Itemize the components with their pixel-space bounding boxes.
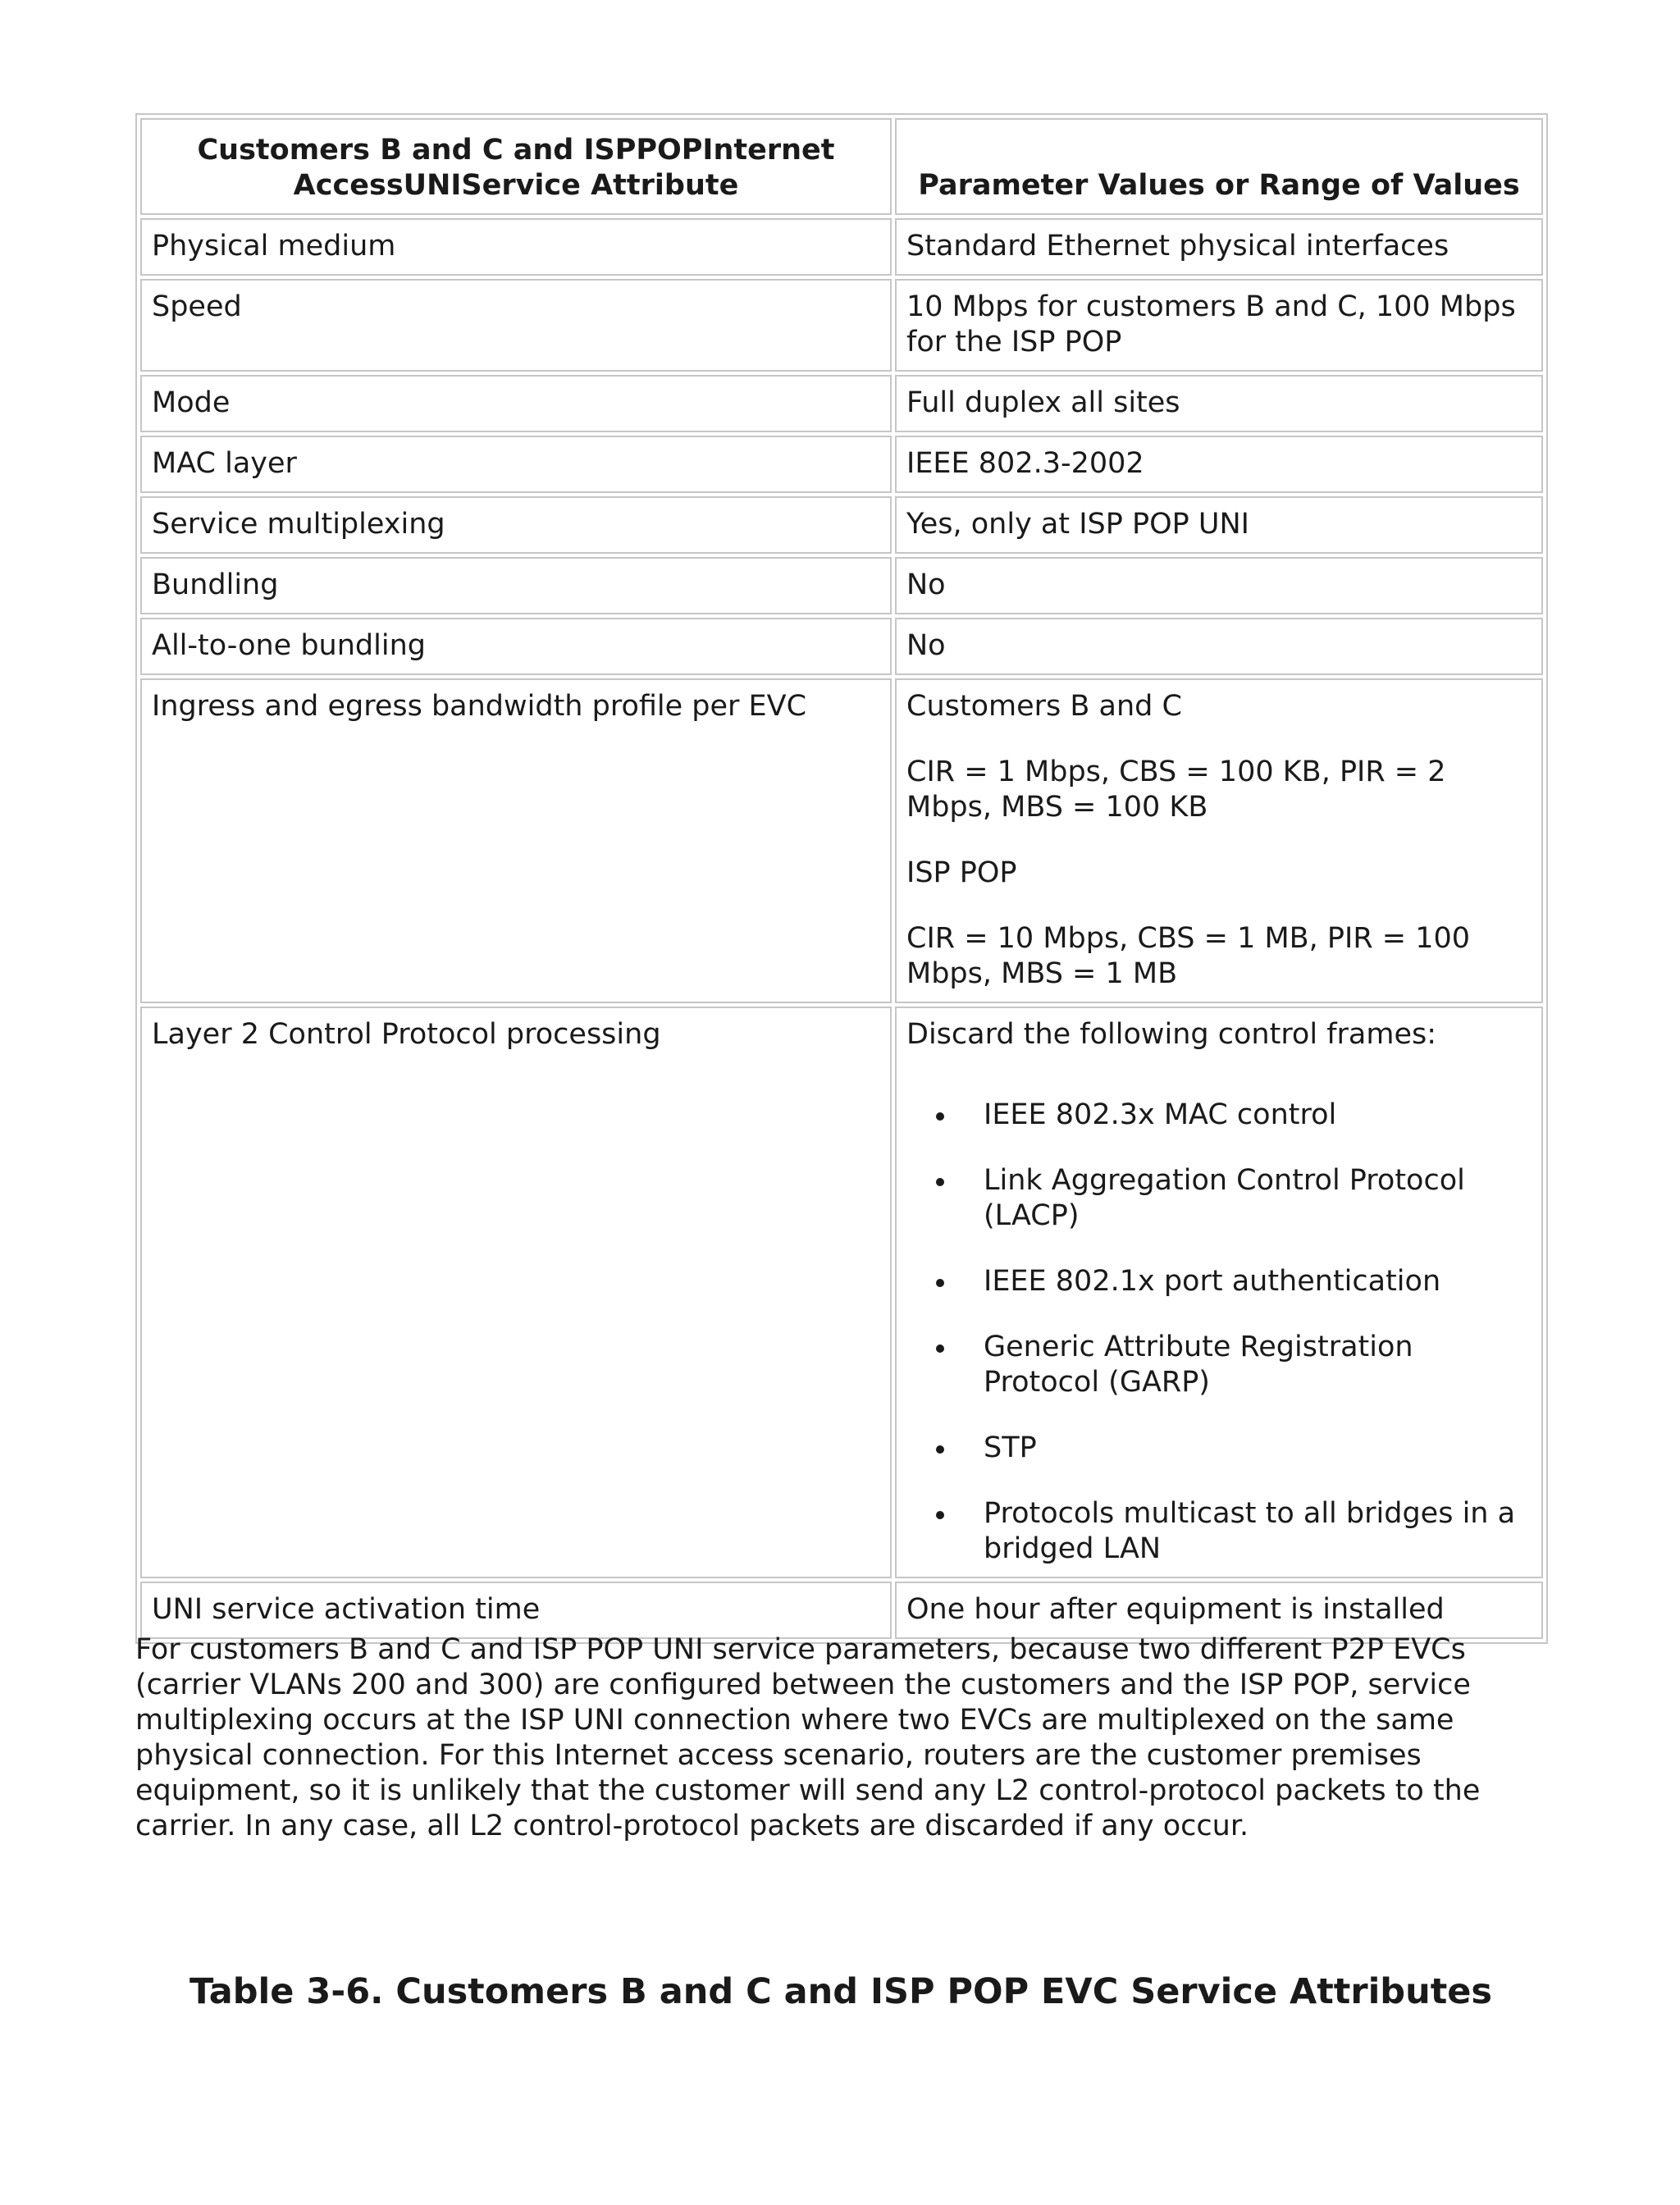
table-caption: Table 3-6. Customers B and C and ISP POP EVC Service Attributes: [189, 1971, 1493, 2012]
list-spacer: [906, 1052, 1532, 1098]
value-cell: One hour after equipment is installed: [895, 1582, 1543, 1639]
list-item: IEEE 802.1x port authentication: [936, 1264, 1532, 1299]
value-cell: IEEE 802.3-2002: [895, 436, 1543, 493]
bandwidth-group-label: ISP POP: [906, 856, 1017, 889]
list-item: IEEE 802.3x MAC control: [936, 1098, 1532, 1133]
table-row: [140, 1582, 1543, 1639]
value-cell: 10 Mbps for customers B and C, 100 Mbps for the ISP POP: [895, 279, 1543, 372]
list-item: Protocols multicast to all bridges in a bridged LAN: [936, 1496, 1532, 1567]
attribute-cell: UNI service activation time: [140, 1582, 892, 1639]
table-row: [140, 436, 1543, 493]
attribute-cell: Physical medium: [140, 218, 892, 276]
attribute-cell: Speed: [140, 279, 892, 372]
table-row: [140, 218, 1543, 276]
bandwidth-profile-values: CIR = 10 Mbps, CBS = 1 MB, PIR = 100 Mbps, MBS = 1 MB: [906, 922, 1471, 990]
table-row: [140, 618, 1543, 675]
value-cell: No: [895, 557, 1543, 614]
value-column-header: Parameter Values or Range of Values: [895, 118, 1543, 215]
control-frames-list: [906, 1098, 1532, 1567]
value-cell: No: [895, 618, 1543, 675]
uni-service-attributes-table: [135, 113, 1548, 1644]
value-cell: [895, 1007, 1543, 1578]
table-row: [140, 678, 1543, 1003]
attribute-cell: Service multiplexing: [140, 496, 892, 554]
list-item: STP: [936, 1431, 1532, 1466]
table-row: [140, 375, 1543, 432]
attribute-cell: Bundling: [140, 557, 892, 614]
attribute-cell: MAC layer: [140, 436, 892, 493]
attribute-cell: All-to-one bundling: [140, 618, 892, 675]
attribute-cell: Mode: [140, 375, 892, 432]
value-cell: Standard Ethernet physical interfaces: [895, 218, 1543, 276]
list-item: Link Aggregation Control Protocol (LACP): [936, 1163, 1532, 1234]
bandwidth-group-label: Customers B and C: [906, 690, 1182, 723]
attribute-cell: Ingress and egress bandwidth profile per EVC: [140, 678, 892, 1003]
l2cp-intro: Discard the following control frames:: [906, 1018, 1437, 1051]
attribute-cell: Layer 2 Control Protocol processing: [140, 1007, 892, 1578]
value-cell: Full duplex all sites: [895, 375, 1543, 432]
value-cell: Yes, only at ISP POP UNI: [895, 496, 1543, 554]
bandwidth-profile-values: CIR = 1 Mbps, CBS = 100 KB, PIR = 2 Mbps, MBS = 100 KB: [906, 756, 1446, 824]
table-row: [140, 496, 1543, 554]
table-row: [140, 1007, 1543, 1578]
table-row: [140, 557, 1543, 614]
body-paragraph: For customers B and C and ISP POP UNI service parameters, because two different P2P EVCs (carrier VLANs 200 and 300) are configured between the customers and the ISP POP, service multiplexing occurs at the ISP UNI connection where two EVCs are multiplexed on the same physical connection. For this Internet access scenario, routers are the customer premises equipment, so it is unlikely that the customer will send any L2 control-protocol packets to the carrier. In any case, all L2 control-protocol packets are discarded if any occur.: [135, 1633, 1481, 1842]
list-item: Generic Attribute Registration Protocol (GARP): [936, 1330, 1532, 1400]
table-header-row: [140, 118, 1543, 215]
attribute-column-header: Customers B and C and ISPPOPInternet AccessUNIService Attribute: [140, 118, 892, 215]
value-cell: [895, 678, 1543, 1003]
table-row: [140, 279, 1543, 372]
